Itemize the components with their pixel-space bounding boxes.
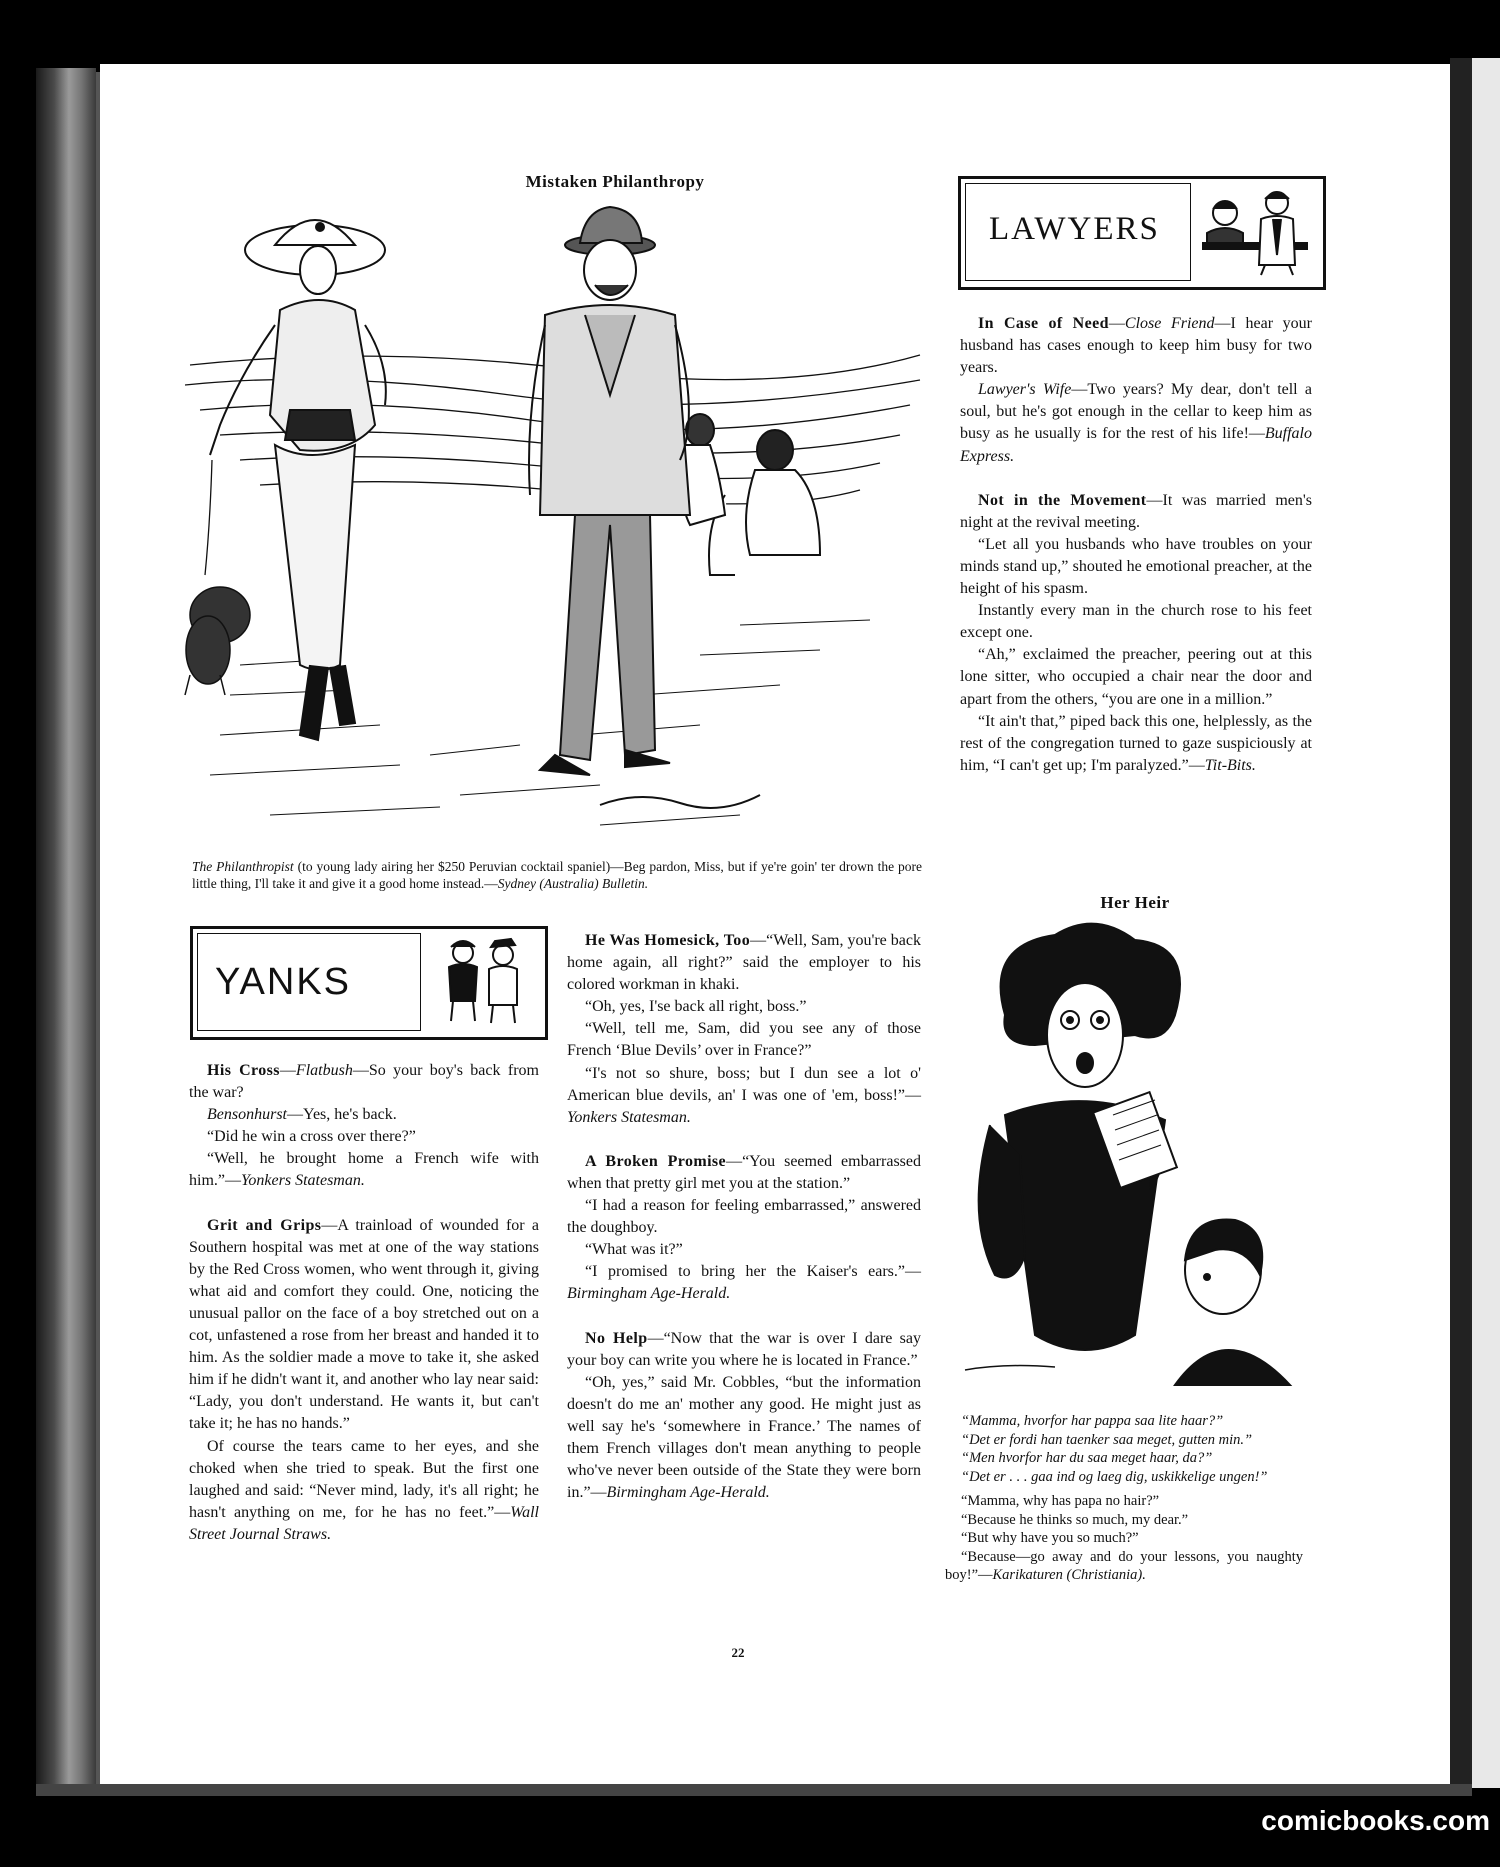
lawyers-header-box [958, 176, 1326, 290]
text-span: —I hear your husband has cases enough to keep him busy for two years. [960, 315, 1313, 377]
text-span: —“Now that the war is over I dare say your boy can write you where he is located in France.” [567, 1329, 922, 1369]
not-in-the-movement-story [960, 490, 1312, 534]
soldiers-figures-icon [431, 935, 539, 1029]
text-span: —Yes, he's back. [287, 1106, 397, 1124]
paragraph [567, 1261, 921, 1305]
story-title: In Case of Need [978, 315, 1109, 332]
paragraph: “Ah,” exclaimed the preacher, peering out at this lone sitter, who occupied a chair near the door and apart from the others, “you are one in a million.” [960, 646, 1312, 708]
site-watermark: comicbooks.com [1261, 1805, 1490, 1836]
source: Yonkers Statesman. [567, 1108, 691, 1126]
paragraph [567, 1063, 921, 1129]
text-span: —“You seemed embarrassed when that pretty girl met you at the station.” [567, 1152, 921, 1192]
paragraph [960, 379, 1312, 467]
in-case-of-need-story [960, 313, 1312, 379]
story-title: No Help [585, 1329, 648, 1347]
mistaken-philanthropy-title: Mistaken Philanthropy [525, 172, 705, 191]
text-span: “Oh, yes,” said Mr. Cobbles, “but the information doesn't do me an' mother any good. He might just as well say he's ‘somewhere in France.’ The names of them French villages don't mean anything to people who've never been outside of the State they were born in.”— [567, 1373, 921, 1502]
page-number: 22 [731, 1645, 745, 1660]
book-spine [36, 68, 96, 1788]
english-line: “Mamma, why has papa no hair?” [961, 1493, 1160, 1509]
speaker: Lawyer's Wife [978, 381, 1072, 399]
philanthropist-illustration [180, 195, 930, 845]
paragraph: “What was it?” [585, 1241, 683, 1259]
text-span: “Well, he brought home a French wife with him.”— [189, 1150, 539, 1190]
broken-promise-story [567, 1151, 921, 1195]
column-left [189, 1060, 539, 1546]
source: Birmingham Age-Herald. [567, 1285, 731, 1303]
yanks-heading: YANKS [215, 961, 352, 1003]
story-title: Not in the Movement [978, 491, 1147, 509]
caption-text: (to young lady airing her $250 Peruvian cocktail spaniel)—Beg pardon, Miss, but if ye're goin' ter drown the pore little thing, I'll take it and give it a good home instead.— [192, 859, 922, 891]
facing-page-edge [1450, 58, 1472, 1788]
grit-and-grips-story [189, 1215, 539, 1436]
paragraph [960, 711, 1312, 777]
column-middle [567, 930, 921, 1504]
text-span: “Because—go away and do your lessons, you naughty boy!”— [945, 1548, 1303, 1583]
her-heir-title: Her Heir [1100, 893, 1170, 912]
paragraph: “Oh, yes, I'se back all right, boss.” [585, 998, 807, 1016]
paragraph [189, 1104, 539, 1126]
page-gutter [96, 72, 100, 1784]
homesick-story [567, 930, 921, 996]
story-title: A Broken Promise [585, 1152, 727, 1170]
paragraph: “I had a reason for feeling embarrassed,” answered the doughboy. [567, 1197, 921, 1237]
page-bottom-edge [36, 1784, 1472, 1796]
her-heir-caption [945, 1412, 1303, 1585]
mistaken-caption [192, 858, 922, 892]
story-title: His Cross [207, 1062, 280, 1079]
english-line: “Because he thinks so much, my dear.” [961, 1511, 1189, 1528]
paragraph: “Let all you husbands who have troubles on your minds stand up,” shouted he emotional preacher, at the height of his spasm. [960, 535, 1312, 598]
text-span: “It ain't that,” piped back this one, helplessly, as the rest of the congregation turned to gaze suspiciously at him, “I can't get up; I'm paralyzed.”— [960, 712, 1312, 774]
speaker: Close Friend [1124, 315, 1215, 332]
his-cross-story [189, 1060, 539, 1104]
text-span: — [1108, 315, 1125, 332]
column-right-top [960, 313, 1312, 777]
text-span: —So your boy's back from the war? [189, 1062, 539, 1102]
text-span: “I promised to bring her the Kaiser's ears.”— [585, 1263, 921, 1281]
text-span: Of course the tears came to her eyes, and she choked when she tried to speak. But the first one laughed and said: “Never mind, lady, it's all right; he hasn't anything on me, for he has no feet.”— [189, 1437, 539, 1521]
signature [600, 795, 760, 808]
no-help-story [567, 1328, 921, 1372]
paragraph: “Did he win a cross over there?” [207, 1128, 416, 1146]
source: Wall Street Journal Straws. [189, 1503, 539, 1543]
story-title: He Was Homesick, Too [585, 932, 751, 949]
norwegian-line: “Mamma, hvorfor har pappa saa lite haar?” [961, 1413, 1224, 1429]
speaker: Bensonhurst [207, 1106, 287, 1124]
text-span: “I's not so shure, boss; but I dun see a lot o' American blue devils, an' I was one of 'em, boss!”— [567, 1064, 921, 1104]
paragraph [189, 1436, 539, 1546]
paragraph: Instantly every man in the church rose to his feet except one. [960, 602, 1312, 642]
text-span: —It was married men's night at the revival meeting. [960, 491, 1313, 531]
her-heir-illustration [945, 915, 1315, 1405]
caption-speaker: The Philanthropist [192, 859, 294, 874]
source: Buffalo Express. [960, 425, 1312, 465]
source: Yonkers Statesman. [241, 1172, 365, 1190]
lawyers-figures-icon [1199, 185, 1315, 279]
story-title: Grit and Grips [207, 1216, 322, 1234]
norwegian-line: “Det er fordi han taenker saa meget, gutten min.” [961, 1431, 1253, 1448]
source: Tit-Bits. [1204, 756, 1256, 774]
norwegian-line: “Det er . . . gaa ind og laeg dig, uskikkelige ungen!” [961, 1468, 1268, 1485]
facing-page-sheet [1472, 58, 1500, 1788]
speaker: Flatbush [295, 1062, 353, 1079]
english-line: “But why have you so much?” [961, 1530, 1139, 1546]
text-span: — [279, 1062, 296, 1079]
english-line [945, 1548, 1303, 1585]
lawyers-heading: LAWYERS [989, 211, 1160, 247]
text-span: —Two years? My dear, don't tell a soul, but he's got enough in the cellar to keep him as busy as he usually is for the rest of his life!— [960, 381, 1312, 443]
text-span: —A trainload of wounded for a Southern hospital was met at one of the way stations by the Red Cross women, who went through it, giving what aid and comfort they could. One, noticing the unusual pallor on the face of a boy stretched out on a cot, unfastened a rose from her breast and handed it to him. As the soldier made a move to take it, she asked him if he didn't want it, and another who lay near said: “Lady, you don't understand. He wants it, but can't take it; he has no hands.” [189, 1216, 539, 1433]
source: Karikaturen (Christiania). [992, 1567, 1146, 1583]
yanks-header-box [190, 926, 548, 1040]
paragraph [189, 1148, 539, 1192]
norwegian-line: “Men hvorfor har du saa meget haar, da?” [961, 1450, 1213, 1466]
source: Birmingham Age-Herald. [606, 1484, 770, 1502]
paragraph [567, 1372, 921, 1505]
paragraph: “Well, tell me, Sam, did you see any of those French ‘Blue Devils’ over in France?” [567, 1020, 921, 1060]
caption-source: Sydney (Australia) Bulletin. [497, 876, 649, 891]
text-span: —“Well, Sam, you're back home again, all right?” said the employer to his colored workman in khaki. [567, 932, 922, 994]
